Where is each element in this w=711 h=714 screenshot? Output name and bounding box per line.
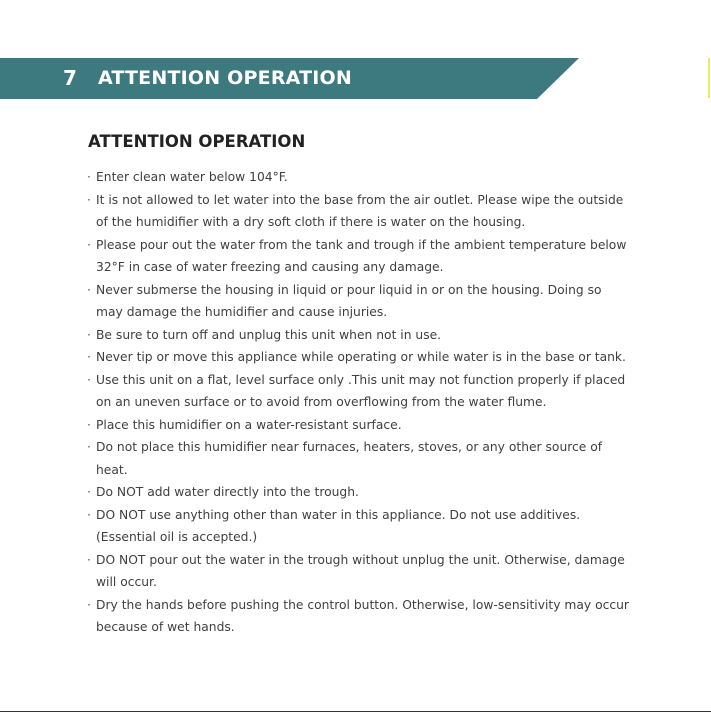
list-item bbox=[87, 594, 632, 639]
bullet-icon: · bbox=[87, 170, 91, 184]
list-item bbox=[87, 436, 632, 481]
list-item-text: Never tip or move this appliance while operating or while water is in the base or tank. bbox=[96, 350, 626, 364]
list-item bbox=[87, 504, 632, 549]
list-item bbox=[87, 346, 632, 369]
list-item-text: Enter clean water below 104°F. bbox=[96, 170, 288, 184]
list-item bbox=[87, 324, 632, 347]
bullet-icon: · bbox=[87, 282, 91, 297]
bullet-icon: · bbox=[87, 552, 91, 567]
list-item-text: Never submerse the housing in liquid or pour liquid in or on the housing. Doing so may damage the humidifier and cause injuries. bbox=[96, 282, 602, 319]
list-item-text: Use this unit on a flat, level surface only .This unit may not function properly if placed on an uneven surface or to avoid from overflowing from the water flume. bbox=[96, 372, 626, 409]
section-number: 7 bbox=[63, 66, 77, 90]
list-item-text: Place this humidifier on a water-resistant surface. bbox=[96, 417, 402, 432]
list-item bbox=[87, 189, 632, 234]
list-item-text: Dry the hands before pushing the control button. Otherwise, low-sensitivity may occur because of wet hands. bbox=[96, 597, 629, 634]
list-item-text: DO NOT use anything other than water in this appliance. Do not use additives. (Essential oil is accepted.) bbox=[96, 507, 581, 544]
bullet-icon: · bbox=[87, 507, 91, 522]
bullet-icon: · bbox=[87, 417, 91, 432]
bullet-icon: · bbox=[87, 485, 91, 499]
list-item bbox=[87, 414, 632, 437]
section-header-title: ATTENTION OPERATION bbox=[98, 67, 352, 89]
list-item bbox=[87, 481, 632, 504]
list-item bbox=[87, 166, 632, 189]
list-item-text: Please pour out the water from the tank and trough if the ambient temperature below 32°F in case of water freezing and causing any damage. bbox=[96, 237, 627, 274]
bullet-icon: · bbox=[87, 597, 91, 612]
list-item bbox=[87, 279, 632, 324]
list-item bbox=[87, 369, 632, 414]
bullet-icon: · bbox=[87, 327, 91, 342]
page-title: ATTENTION OPERATION bbox=[88, 132, 306, 151]
bullet-icon: · bbox=[87, 237, 91, 252]
list-item-text: DO NOT pour out the water in the trough without unplug the unit. Otherwise, damage will occur. bbox=[96, 552, 625, 589]
list-item-text: Be sure to turn off and unplug this unit when not in use. bbox=[96, 327, 442, 342]
attention-list bbox=[87, 166, 632, 639]
list-item-text: Do not place this humidifier near furnaces, heaters, stoves, or any other source of heat. bbox=[96, 440, 603, 477]
footer-divider bbox=[0, 711, 711, 712]
list-item-text: It is not allowed to let water into the base from the air outlet. Please wipe the outside of the humidifier with a dry soft cloth if there is water on the housing. bbox=[96, 192, 624, 229]
bullet-icon: · bbox=[87, 350, 91, 364]
bullet-icon: · bbox=[87, 372, 91, 387]
page-edge-mark bbox=[708, 58, 710, 98]
list-item-text: Do NOT add water directly into the trough. bbox=[96, 485, 359, 499]
list-item bbox=[87, 234, 632, 279]
bullet-icon: · bbox=[87, 440, 91, 454]
bullet-icon: · bbox=[87, 192, 91, 207]
list-item bbox=[87, 549, 632, 594]
